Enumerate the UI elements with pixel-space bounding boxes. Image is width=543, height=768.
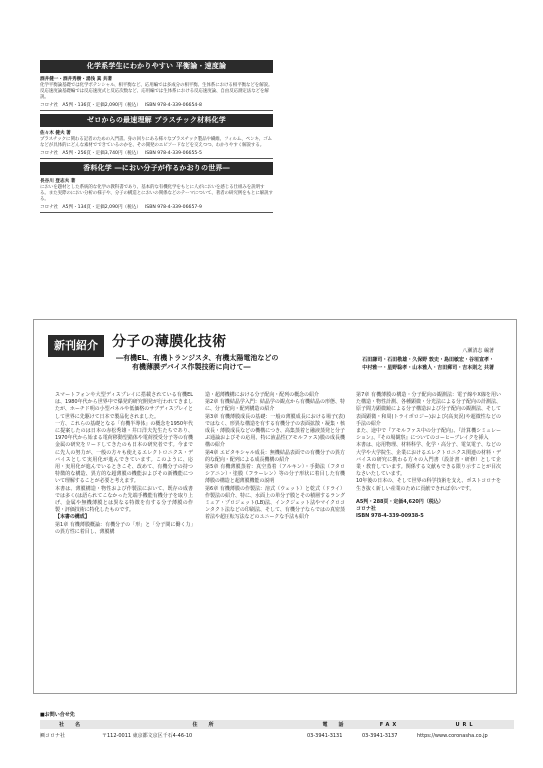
book-entry bbox=[40, 114, 273, 159]
feature-authors bbox=[362, 356, 494, 372]
book-info bbox=[40, 102, 273, 111]
feature-paragraph: 第1章 有機薄膜概論：有機分子の「形」と「分子間に働く力」の異方性に着目し、薄膜構 bbox=[55, 521, 193, 535]
book-publisher: コロナ社 bbox=[40, 103, 59, 108]
feature-paragraph: 本書は、薄膜構造・物性および作製法において、既存の成書では多く(は語られてこなかった先端手機能有機分子を取り上げ、金属や無機薄膜とは異なる特徴を有する分子薄膜の作製・評価技術に特化したものです。 bbox=[55, 485, 193, 514]
book-publisher: コロナ社 bbox=[40, 151, 59, 156]
book-list bbox=[40, 60, 273, 216]
company-name: ㈱コロナ社 bbox=[40, 733, 66, 739]
book-publisher: コロナ社 bbox=[40, 205, 59, 210]
book-spec: A5判・134頁・定価2,090円（税込） bbox=[62, 205, 141, 210]
company-address: 〒112-0011 東京都文京区千石4-46-10 bbox=[102, 733, 193, 739]
book-description: プラスチックに関わる記者のための入門書。身の回りにある様々なプラスチック製品や繊維、フィルム、ペンキ、ゴムなどが具体的にどんな素材でできているのかを、その開発のエピソードなどを交えつつ、わかりやすく解説する。 bbox=[40, 137, 272, 148]
feature-paragraph: 第6章 有機薄膜の作製法：溶式（ウェット）と乾式（ドライ）作製法の紹介、特に、水面上の単分子膜とその積層するラングミュア・プロジェット(LB)法、インクジェット法やマイクロコンタクト法などの印刷法、そして、有機分子ならではの真密蒸着法や超圧転写法などのユニークな手法も紹介 bbox=[205, 485, 345, 521]
feature-paragraph: また、途中で『アモルファス中の分子配向』、『計算機シミュレーション』、『その場観察』についてのコーヒーブレイクを挿入 bbox=[356, 428, 501, 442]
feature-paragraph: 【本書の構成】 bbox=[55, 514, 90, 521]
feature-column-1 bbox=[55, 392, 193, 536]
book-description: においを題材とした系統的な化学の教科書であり、基本的な有機化学をもとに人がにおいを感じる仕組みを説明する。また実際のにおい分析の様子や、分子の構造とにおいの関係などのテーマについて、著者の研究例をもとに解説する。 bbox=[40, 185, 273, 202]
feature-paragraph: 第3章 有機薄膜成長の基礎：一般の薄膜成長における場子(表)ではなく、形異な構造を有する有機分子の表面拡散・凝集・核成長・薄膜成長などの機構につき、高集蒸着と融液蒸発と分子ぶ通論およびその応用、特に液晶性(アモルファス)膜の成長機構の紹介 bbox=[205, 413, 345, 449]
feature-editor: 八瀬清志 編著 bbox=[462, 348, 494, 354]
feature-publisher: コロナ社 bbox=[356, 505, 376, 512]
book-isbn: ISBN 978-4-339-06654-8 bbox=[144, 103, 202, 108]
book-entry bbox=[40, 60, 273, 111]
contact-table bbox=[40, 720, 514, 742]
header-fax: FAX bbox=[362, 720, 417, 729]
book-title: 化学系学生にわかりやすい 平衡論・速度論 bbox=[40, 60, 273, 73]
feature-column-2 bbox=[205, 392, 345, 522]
book-entry bbox=[40, 162, 273, 213]
book-info bbox=[40, 204, 273, 213]
new-book-feature bbox=[33, 319, 517, 694]
header-address: 住 所 bbox=[102, 720, 307, 729]
header-url: URL bbox=[417, 720, 514, 729]
feature-paragraph: 第4章 エピタキシャル成長：無機結晶表面での有機分子の異方的な配向・配列による成長機構の紹介 bbox=[205, 449, 345, 463]
contact-title: ■お問い合せ先 bbox=[40, 712, 75, 718]
book-isbn: ISBN 978-4-339-06655-5 bbox=[144, 151, 202, 156]
feature-paragraph: 一方、これらの基礎となる「有機半導体」の概念を1950年代に提案したのは日本の赤松秀雄・井口洋夫先生たちであり、1970年代から始まる電荷移動型錯体や電荷授受分子等の有機金属の研究をリードしてきたのも日本の研究者です。今までに先人の努力が、一般の方々も使えるエレクトロニクス・デバイスとして実用化が進んできています。このように、応用・実用化が進んでいるときこそ、改めて、有機分子の持つ特徴的な構造、異方的な超薄膜の機能およびその新機能について理解することが必要と考えます。 bbox=[55, 420, 193, 485]
feature-paragraph: 第2章 有機結晶学入門：結晶学の観点から有機結晶の形態、特に、分子配向・配列構造の紹介 bbox=[205, 399, 345, 413]
book-title: 香料化学 ―におい分子が作るかおりの世界― bbox=[40, 162, 273, 175]
contact-row bbox=[40, 729, 514, 742]
feature-isbn: ISBN 978-4-339-00938-5 bbox=[356, 512, 424, 519]
feature-paragraph: 第5章 有機薄膜蒸着：真空蒸着（アルキン）・手動法（フタロシアニン）・塗膜（フラーレン）等の分子形状に着目した有機薄膜の構造と超薄膜機能の説明 bbox=[205, 464, 345, 485]
book-spec: A5判・136頁・定価2,090円（税込） bbox=[62, 103, 141, 108]
book-spec: A5判・256頁・定価3,740円（税込） bbox=[62, 151, 141, 156]
book-isbn: ISBN 978-4-339-06657-9 bbox=[144, 205, 202, 210]
contact-header-row bbox=[40, 720, 514, 729]
header-phone: 電 話 bbox=[307, 720, 362, 729]
feature-authors-line1: 石田謙司・石田敬雄・久保野 敦史・島田敏宏・谷垣宣孝・ bbox=[362, 357, 494, 363]
book-info bbox=[40, 150, 273, 159]
header-company: 社 名 bbox=[40, 720, 102, 729]
feature-subtitle-line2: 有機薄膜デバイス作製技術に向けて― bbox=[132, 363, 251, 371]
feature-publication-info bbox=[356, 499, 501, 520]
contact-section bbox=[40, 711, 514, 742]
feature-paragraph: 第7章 有機薄膜の構造・分子配向の観測法：電子線やX線を用いた構造・物性計測、各種顕微・分光法による分子配向の計測法、原子間力顕微鏡による分子構造および分子配向の観測法、そして表面顕微・和周(トライボロジー)および(高実況)や超微性などの手法の紹介 bbox=[356, 392, 501, 427]
book-author: 酒井健一・酒井秀樹・湯浅 真 共著 bbox=[40, 77, 113, 82]
book-author: 長谷川 登志夫 著 bbox=[40, 179, 76, 184]
feature-badge: 新刊紹介 bbox=[48, 335, 104, 357]
feature-paragraph: 本書は、応用物理、材料科学、化学・高分子、電気電子、などの大学や大学院生、企業におけるエレクトロニクス関連の材料・デバイスの研究に携わる方々の入門書（設計書・研修）として企業・教育しています。関係する文献もできる限り示すことが目次なさいたしています。 bbox=[356, 442, 501, 478]
feature-paragraph: 造・超薄機構における分子配向・配列の概念の紹介 bbox=[205, 392, 319, 398]
feature-column-3 bbox=[356, 392, 501, 520]
book-title: ゼロからの最速理解 プラスチック材料化学 bbox=[40, 114, 273, 127]
feature-paragraph: 10年後の日本の、そして世界の科学技術を支え、ポストコロナを生き抜く新しい産業のために貢献できれば幸いです。 bbox=[356, 478, 501, 492]
feature-paragraph: スマートフォンや大型ディスプレイに搭載されている有機ELは、1980年代から世界中で爆発的研究開発が行われてきましたが、ホーチド明の小型パネルや低価格のサブディスプレイとして世界に先駆けて日本で製品化されました。 bbox=[55, 392, 193, 420]
feature-title: 分子の薄膜化技術 bbox=[112, 334, 227, 350]
company-fax: 03-3941-3137 bbox=[362, 732, 398, 739]
feature-subtitle-line1: ―有機EL、有機トランジスタ、有機太陽電池などの bbox=[116, 354, 279, 362]
company-phone: 03-3941-3131 bbox=[307, 732, 343, 739]
book-author: 佐々木 健夫 著 bbox=[40, 131, 71, 136]
feature-spec: A5判・288頁・定価4,620円（税込） bbox=[356, 498, 444, 505]
book-description: 化学平衡論基礎では化学ポテンシャル、相平衡など、応用編では多成分の相平衡、生体系における相平衡などを解説。反応速度論基礎編では反応速度式と反応次数など、応用編では生体系における反応速度論、自由反応測定法などを解説。 bbox=[40, 83, 273, 100]
feature-authors-line2: 中村雅一・星野聡孝・山本雅人・吉田郵司・吉本則之 共著 bbox=[362, 365, 494, 371]
company-url[interactable]: https://www.coronasha.co.jp bbox=[417, 732, 488, 739]
